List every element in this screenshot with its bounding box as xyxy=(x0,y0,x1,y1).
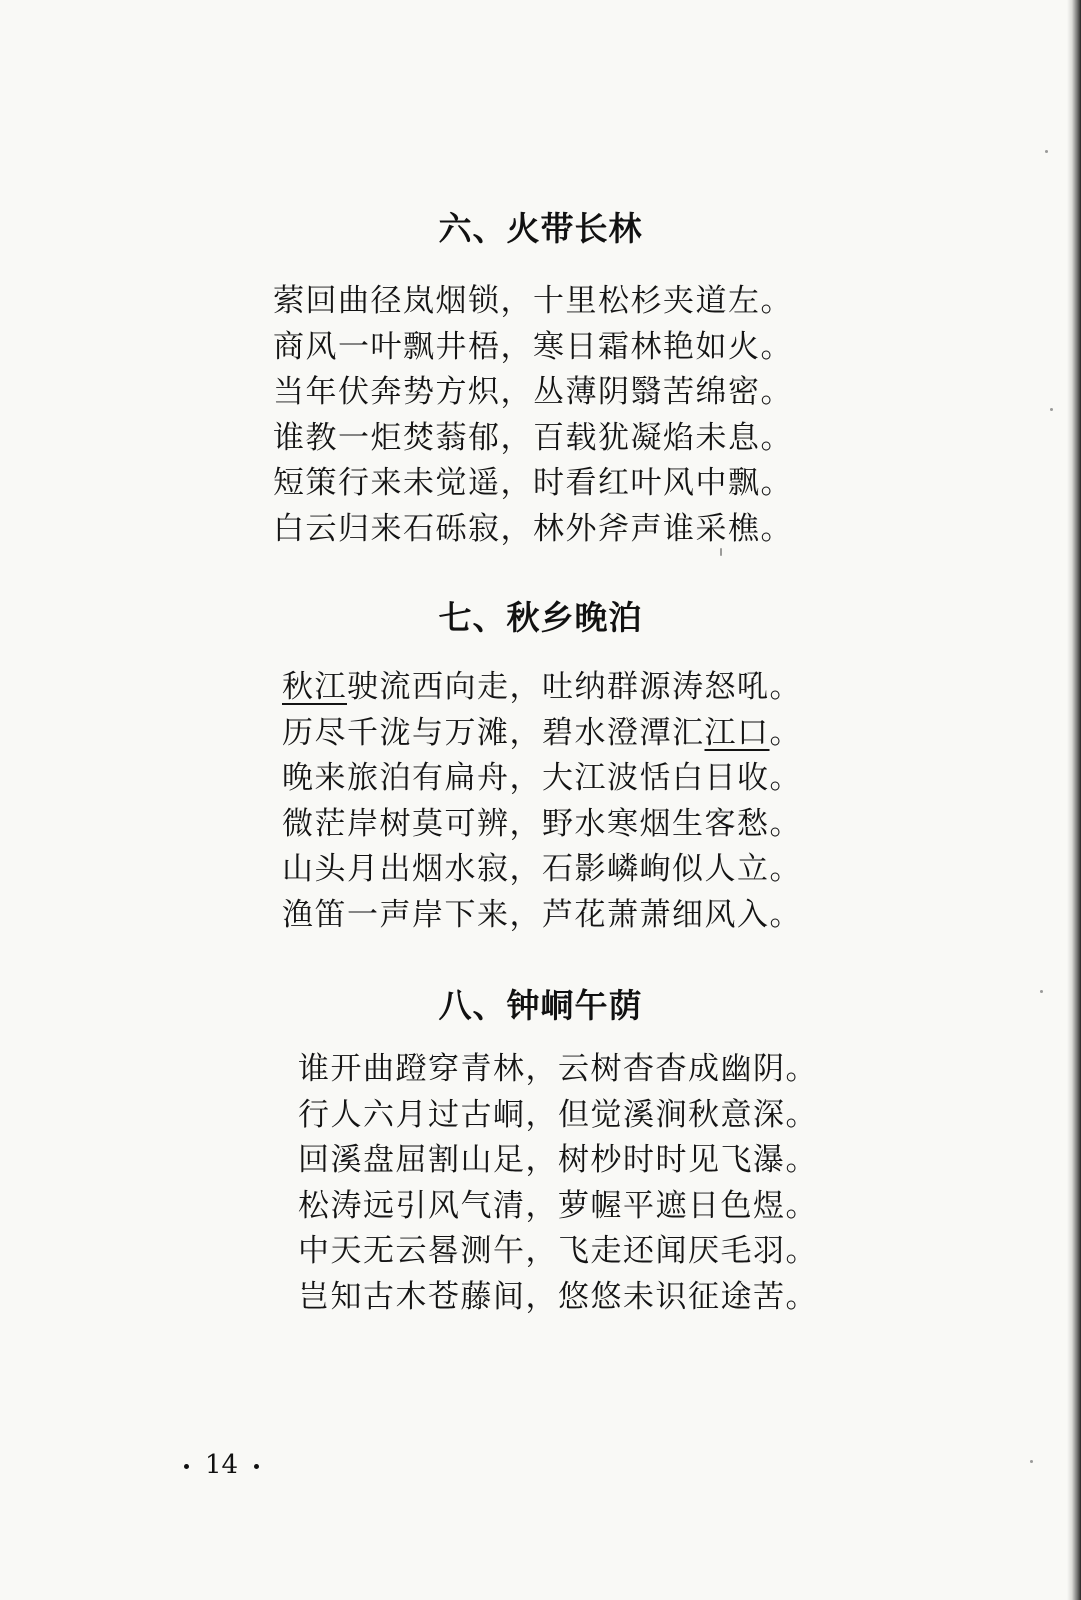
scan-speck xyxy=(720,548,722,556)
poem-line: 当年伏奔势方炽，丛薄阴翳苦绵密。 xyxy=(273,374,793,410)
poem-line: 萦回曲径岚烟锁，十里松杉夹道左。 xyxy=(273,283,793,319)
poem-line: 渔笛一声岸下来，芦花萧萧细风入。 xyxy=(282,896,802,933)
poem-line: 商风一叶飘井梧，寒日霜林艳如火。 xyxy=(273,328,793,365)
poem-line: 谁教一炬焚蓊郁，百载犹凝焰未息。 xyxy=(273,419,793,456)
scan-edge-shadow xyxy=(1067,0,1081,1600)
poem-line: 山头月出烟水寂，石影嶙峋似人立。 xyxy=(282,851,802,887)
scan-speck xyxy=(1030,1460,1033,1463)
line-text: 驶流西向走，吐纳群源涛怒吼。 xyxy=(347,669,802,705)
page-number-text: 14 xyxy=(205,1450,239,1480)
underlined-place-name: 江口 xyxy=(704,714,770,751)
underlined-place-name: 秋江 xyxy=(282,669,347,705)
scan-speck xyxy=(1045,150,1048,153)
bullet-dot xyxy=(254,1464,259,1469)
poem-line: 微茫岸树莫可辨，野水寒烟生客愁。 xyxy=(282,805,802,842)
page-number xyxy=(168,1450,275,1480)
poem-line: 岂知古木苍藤间，悠悠未识征途苦。 xyxy=(298,1278,818,1315)
line-text: 。 xyxy=(769,714,802,751)
poem-line: 行人六月过古峒，但觉溪涧秋意深。 xyxy=(298,1096,818,1133)
poem-line: 回溪盘屈割山足，树杪时时见飞瀑。 xyxy=(298,1142,818,1178)
poem-7 xyxy=(282,665,802,938)
scan-speck xyxy=(1050,408,1053,411)
poem-line: 白云归来石砾寂，林外斧声谁采樵。 xyxy=(273,510,793,547)
poem-line: 短策行来未觉遥，时看红叶风中飘。 xyxy=(273,465,793,501)
line-text: 历尽千泷与万滩，碧水澄潭汇 xyxy=(282,714,705,751)
poem-line: 谁开曲蹬穿青林，云树杳杳成幽阴。 xyxy=(298,1051,818,1087)
section-title-8: 八、钟峒午荫 xyxy=(438,986,643,1025)
poem-8 xyxy=(298,1047,818,1320)
poem-line: 中天无云晷测午，飞走还闻厌毛羽。 xyxy=(298,1233,818,1269)
section-title-7: 七、秋乡晚泊 xyxy=(438,598,643,637)
poem-line xyxy=(282,711,802,757)
bullet-dot xyxy=(184,1464,189,1469)
poem-6 xyxy=(273,279,793,552)
poem-line: 松涛远引风气清，萝幄平遮日色煜。 xyxy=(298,1187,818,1224)
section-title-6: 六、火带长林 xyxy=(438,209,643,248)
poem-line xyxy=(282,665,802,711)
scan-speck xyxy=(1040,990,1043,993)
poem-line: 晚来旅泊有扁舟，大江波恬白日收。 xyxy=(282,760,802,796)
